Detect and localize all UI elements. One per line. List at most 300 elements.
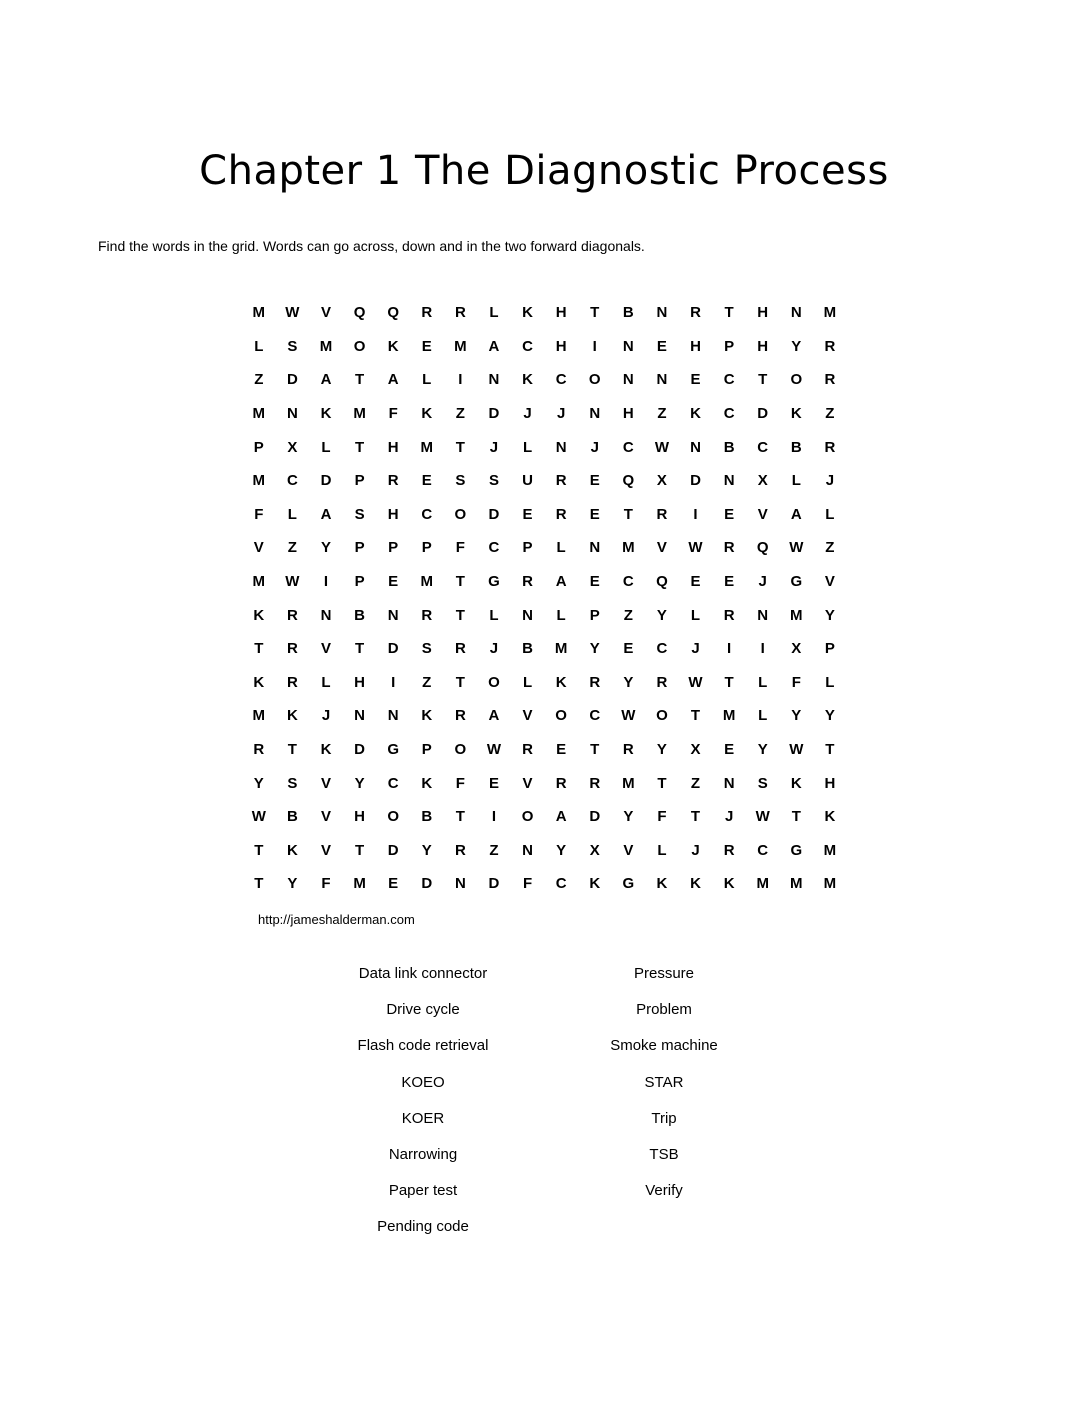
grid-cell: L	[321, 438, 331, 456]
grid-cell: H	[757, 304, 769, 322]
grid-cell: T	[455, 606, 465, 624]
grid-cell: Z	[455, 405, 465, 423]
grid-cell: M	[454, 337, 467, 355]
grid-cell: I	[592, 337, 597, 355]
grid-cell: C	[589, 707, 601, 725]
grid-cell: J	[724, 808, 734, 826]
grid-cell: T	[354, 438, 365, 456]
grid-cell: R	[522, 573, 533, 591]
grid-cell: R	[555, 774, 567, 792]
grid-cell: P	[354, 472, 365, 490]
grid-cell: L	[556, 606, 566, 624]
grid-cell: T	[724, 673, 734, 691]
grid-cell: R	[253, 741, 265, 759]
grid-cell: P	[388, 539, 399, 557]
grid-cell: D	[286, 371, 298, 389]
grid-cell: T	[724, 304, 734, 322]
grid-cell: R	[723, 606, 735, 624]
grid-cell: W	[251, 808, 266, 826]
grid-cell: T	[657, 774, 667, 792]
grid-cell: K	[522, 371, 533, 389]
grid-cell: N	[589, 405, 601, 423]
grid-cell: K	[656, 875, 668, 893]
grid-cell: E	[421, 337, 432, 355]
grid-cell: J	[691, 841, 700, 859]
grid-cell: D	[488, 875, 500, 893]
grid-cell: K	[320, 741, 332, 759]
grid-cell: K	[253, 673, 265, 691]
grid-cell: R	[690, 304, 701, 322]
grid-cell: E	[690, 371, 701, 389]
grid-cell: R	[589, 673, 601, 691]
grid-cell: T	[254, 875, 264, 893]
grid-cell: M	[252, 573, 266, 591]
grid-cell: B	[790, 438, 802, 456]
grid-cell: P	[354, 539, 365, 557]
grid-cell: P	[522, 539, 533, 557]
word-list-item: KOER	[401, 1109, 445, 1127]
grid-cell: Z	[287, 539, 297, 557]
grid-cell: M	[823, 875, 837, 893]
grid-cell: A	[555, 573, 567, 591]
grid-cell: B	[421, 808, 433, 826]
grid-cell: T	[791, 808, 801, 826]
word-list-item: Flash code retrieval	[357, 1037, 489, 1055]
grid-cell: L	[758, 673, 768, 691]
grid-cell: N	[723, 472, 735, 490]
grid-cell: M	[622, 539, 635, 557]
grid-cell: N	[387, 707, 399, 725]
grid-cell: Z	[825, 539, 835, 557]
grid-cell: Y	[320, 539, 331, 557]
grid-cell: Y	[421, 841, 432, 859]
grid-cell: Z	[657, 405, 667, 423]
grid-cell: T	[455, 808, 465, 826]
grid-cell: O	[555, 707, 567, 725]
grid-cell: C	[757, 841, 769, 859]
grid-cell: V	[320, 640, 331, 658]
grid-cell: K	[790, 774, 802, 792]
word-list-item: Data link connector	[358, 965, 488, 982]
grid-cell: H	[757, 337, 769, 355]
grid-cell: W	[789, 741, 804, 759]
grid-cell: R	[286, 673, 298, 691]
word-list-item: STAR	[644, 1073, 684, 1091]
grid-cell: K	[824, 808, 836, 826]
grid-cell: O	[387, 808, 399, 826]
grid-cell: E	[724, 741, 735, 759]
word-list-item: Narrowing	[388, 1145, 458, 1163]
grid-cell: S	[354, 505, 365, 523]
grid-cell: D	[387, 640, 399, 658]
grid-cell: N	[790, 304, 802, 322]
grid-cell: S	[488, 472, 499, 490]
website-url: http://jameshalderman.com	[258, 912, 415, 927]
grid-cell: J	[489, 438, 499, 456]
grid-cell: I	[458, 371, 463, 389]
grid-cell: M	[252, 472, 266, 490]
grid-cell: C	[757, 438, 769, 456]
grid-cell: H	[555, 304, 567, 322]
grid-cell: K	[555, 673, 567, 691]
grid-cell: K	[253, 606, 265, 624]
grid-cell: L	[422, 371, 432, 389]
grid-cell: R	[454, 707, 466, 725]
grid-cell: S	[287, 774, 298, 792]
grid-cell: S	[455, 472, 466, 490]
grid-cell: R	[286, 606, 298, 624]
word-list-item: Problem	[636, 1001, 692, 1019]
grid-cell: R	[622, 741, 634, 759]
grid-cell: A	[488, 707, 500, 725]
grid-cell: R	[454, 304, 466, 322]
grid-cell: W	[688, 673, 703, 691]
grid-cell: F	[254, 505, 264, 523]
grid-cell: E	[589, 573, 600, 591]
grid-cell: P	[824, 640, 835, 658]
grid-cell: N	[387, 606, 399, 624]
grid-cell: E	[556, 741, 567, 759]
grid-cell: W	[755, 808, 770, 826]
grid-cell: K	[589, 875, 601, 893]
grid-cell: F	[321, 875, 331, 893]
grid-cell: W	[789, 539, 804, 557]
grid-cell: N	[522, 606, 533, 624]
grid-cell: F	[455, 539, 465, 557]
grid-cell: G	[790, 841, 803, 859]
grid-cell: R	[824, 438, 836, 456]
word-search-grid	[242, 296, 847, 901]
grid-cell: N	[354, 707, 365, 725]
grid-cell: L	[825, 505, 835, 523]
grid-cell: P	[354, 573, 365, 591]
grid-cell: I	[760, 640, 765, 658]
grid-cell: M	[722, 707, 736, 725]
word-list-item: Paper test	[388, 1182, 458, 1200]
grid-cell: E	[522, 505, 533, 523]
grid-cell: O	[790, 371, 803, 389]
grid-cell: G	[622, 875, 635, 893]
grid-cell: V	[522, 707, 533, 725]
grid-cell: M	[353, 405, 366, 423]
grid-cell: H	[387, 505, 399, 523]
grid-cell: T	[254, 841, 264, 859]
grid-cell: N	[622, 337, 634, 355]
grid-cell: F	[657, 808, 667, 826]
grid-cell: J	[489, 640, 499, 658]
grid-cell: V	[320, 304, 331, 322]
grid-cell: O	[454, 741, 467, 759]
grid-cell: R	[824, 371, 836, 389]
word-list-item: Smoke machine	[610, 1037, 718, 1055]
grid-cell: L	[522, 673, 533, 691]
grid-cell: V	[656, 539, 667, 557]
grid-cell: A	[320, 505, 332, 523]
grid-cell: C	[555, 875, 567, 893]
grid-cell: T	[287, 741, 297, 759]
grid-cell: S	[421, 640, 432, 658]
grid-cell: H	[622, 405, 634, 423]
grid-cell: Y	[354, 774, 365, 792]
grid-cell: V	[253, 539, 264, 557]
grid-cell: R	[656, 505, 668, 523]
grid-cell: L	[791, 472, 801, 490]
grid-cell: E	[388, 875, 399, 893]
word-list-item: Pressure	[633, 965, 695, 982]
grid-cell: Y	[287, 875, 298, 893]
grid-cell: B	[286, 808, 298, 826]
grid-cell: T	[455, 438, 465, 456]
grid-cell: C	[555, 371, 567, 389]
grid-cell: O	[588, 371, 601, 389]
grid-cell: E	[421, 472, 432, 490]
grid-cell: C	[387, 774, 399, 792]
page-title: Chapter 1 The Diagnostic Process	[199, 148, 889, 194]
grid-cell: D	[589, 808, 601, 826]
grid-cell: I	[491, 808, 497, 826]
grid-cell: M	[252, 405, 266, 423]
grid-cell: N	[757, 606, 769, 624]
grid-cell: T	[623, 505, 633, 523]
instructions: Find the words in the grid. Words can go across, down and in the two forward diagonals.	[98, 238, 645, 254]
grid-cell: Q	[387, 304, 399, 322]
grid-cell: D	[757, 405, 769, 423]
grid-cell: J	[691, 640, 700, 658]
grid-cell: L	[758, 707, 768, 725]
grid-cell: E	[589, 472, 600, 490]
grid-cell: E	[388, 573, 399, 591]
grid-cell: L	[522, 438, 533, 456]
grid-cell: T	[590, 304, 600, 322]
grid-cell: T	[354, 841, 365, 859]
grid-cell: M	[319, 337, 333, 355]
grid-cell: E	[623, 640, 634, 658]
grid-cell: E	[690, 573, 701, 591]
grid-cell: F	[388, 405, 398, 423]
grid-cell: P	[421, 539, 432, 557]
grid-cell: Z	[422, 673, 432, 691]
grid-cell: V	[320, 774, 331, 792]
grid-cell: E	[488, 774, 499, 792]
grid-cell: A	[790, 505, 802, 523]
grid-cell: M	[790, 606, 803, 624]
grid-cell: D	[690, 472, 701, 490]
grid-cell: K	[286, 707, 298, 725]
grid-cell: A	[488, 337, 500, 355]
grid-cell: R	[824, 337, 836, 355]
grid-cell: M	[252, 707, 266, 725]
grid-cell: T	[590, 741, 600, 759]
grid-cell: Z	[254, 371, 264, 389]
grid-cell: L	[657, 841, 667, 859]
grid-cell: W	[654, 438, 669, 456]
grid-cell: Y	[589, 640, 600, 658]
grid-cell: Q	[656, 573, 668, 591]
grid-cell: K	[690, 405, 701, 423]
grid-cell: K	[421, 405, 433, 423]
grid-cell: X	[656, 472, 667, 490]
grid-cell: T	[690, 808, 701, 826]
grid-cell: R	[723, 841, 735, 859]
grid-cell: F	[522, 875, 533, 893]
grid-cell: J	[825, 472, 835, 490]
grid-cell: M	[823, 841, 837, 859]
grid-cell: N	[656, 371, 668, 389]
grid-cell: M	[353, 875, 366, 893]
grid-cell: Z	[690, 774, 701, 792]
grid-cell: S	[287, 337, 298, 355]
grid-cell: L	[254, 337, 264, 355]
grid-cell: Z	[825, 405, 835, 423]
grid-cell: V	[824, 573, 835, 591]
grid-cell: D	[488, 505, 500, 523]
grid-cell: C	[488, 539, 500, 557]
grid-cell: K	[790, 405, 802, 423]
grid-cell: Y	[656, 606, 667, 624]
grid-cell: D	[320, 472, 332, 490]
grid-cell: E	[724, 573, 735, 591]
grid-cell: E	[656, 337, 667, 355]
grid-cell: J	[523, 405, 532, 423]
grid-cell: X	[287, 438, 298, 456]
grid-cell: W	[285, 304, 300, 322]
grid-cell: Y	[253, 774, 264, 792]
grid-cell: N	[522, 841, 533, 859]
grid-cell: M	[420, 573, 434, 591]
grid-cell: C	[522, 337, 533, 355]
grid-cell: S	[757, 774, 768, 792]
grid-cell: D	[387, 841, 399, 859]
grid-cell: W	[486, 741, 502, 759]
grid-cell: R	[454, 841, 466, 859]
grid-cell: I	[693, 505, 698, 523]
grid-cell: I	[391, 673, 396, 691]
grid-cell: M	[420, 438, 434, 456]
grid-cell: Y	[656, 741, 667, 759]
grid-cell: T	[254, 640, 264, 658]
grid-cell: T	[690, 707, 701, 725]
grid-cell: C	[622, 438, 634, 456]
grid-cell: P	[421, 741, 432, 759]
grid-cell: Q	[756, 539, 769, 557]
grid-cell: K	[421, 774, 433, 792]
grid-cell: R	[421, 606, 433, 624]
grid-cell: M	[252, 304, 266, 322]
grid-cell: U	[522, 472, 533, 490]
grid-cell: D	[421, 875, 433, 893]
grid-cell: V	[320, 808, 331, 826]
grid-cell: Y	[623, 673, 634, 691]
grid-cell: F	[791, 673, 801, 691]
grid-cell: V	[623, 841, 634, 859]
grid-cell: H	[555, 337, 567, 355]
grid-cell: O	[521, 808, 534, 826]
grid-cell: R	[387, 472, 399, 490]
grid-cell: O	[656, 707, 668, 725]
grid-cell: R	[723, 539, 735, 557]
grid-cell: N	[488, 371, 500, 389]
grid-cell: O	[488, 673, 500, 691]
grid-cell: A	[320, 371, 332, 389]
grid-cell: K	[723, 875, 735, 893]
word-list-item: Drive cycle	[386, 1001, 460, 1019]
grid-cell: X	[757, 472, 768, 490]
grid-cell: L	[556, 539, 566, 557]
grid-cell: M	[790, 875, 803, 893]
grid-cell: N	[555, 438, 567, 456]
grid-cell: E	[724, 505, 735, 523]
grid-cell: J	[590, 438, 599, 456]
grid-cell: N	[320, 606, 332, 624]
grid-cell: L	[321, 673, 331, 691]
grid-cell: L	[489, 606, 499, 624]
grid-cell: N	[286, 405, 298, 423]
grid-cell: P	[253, 438, 264, 456]
grid-cell: V	[757, 505, 768, 523]
word-list-item: TSB	[649, 1145, 679, 1163]
grid-cell: M	[622, 774, 635, 792]
grid-cell: N	[690, 438, 701, 456]
grid-cell: P	[724, 337, 735, 355]
grid-cell: Y	[757, 741, 768, 759]
grid-cell: I	[727, 640, 732, 658]
grid-cell: H	[354, 673, 365, 691]
grid-cell: C	[656, 640, 668, 658]
word-list-column-2	[554, 962, 774, 1215]
grid-cell: T	[354, 371, 365, 389]
grid-cell: K	[286, 841, 298, 859]
grid-cell: W	[285, 573, 300, 591]
grid-cell: R	[421, 304, 433, 322]
grid-cell: R	[522, 741, 533, 759]
grid-cell: K	[387, 337, 399, 355]
grid-cell: N	[656, 304, 668, 322]
grid-cell: O	[353, 337, 366, 355]
grid-cell: K	[690, 875, 701, 893]
grid-cell: R	[656, 673, 668, 691]
grid-cell: H	[824, 774, 836, 792]
grid-cell: C	[723, 405, 735, 423]
grid-cell: B	[522, 640, 533, 658]
grid-cell: X	[791, 640, 802, 658]
grid-cell: N	[723, 774, 735, 792]
word-list-item: Pending code	[377, 1218, 469, 1236]
grid-cell: P	[589, 606, 600, 624]
grid-cell: M	[554, 640, 568, 658]
grid-cell: Y	[824, 606, 835, 624]
grid-cell: F	[455, 774, 465, 792]
grid-cell: J	[321, 707, 331, 725]
grid-cell: N	[589, 539, 601, 557]
grid-cell: G	[790, 573, 803, 591]
grid-cell: N	[454, 875, 466, 893]
grid-cell: W	[688, 539, 703, 557]
grid-cell: C	[723, 371, 735, 389]
grid-cell: V	[320, 841, 331, 859]
grid-cell: K	[421, 707, 433, 725]
grid-cell: Q	[353, 304, 366, 322]
grid-cell: J	[556, 405, 566, 423]
grid-cell: Y	[623, 808, 634, 826]
grid-cell: D	[354, 741, 365, 759]
grid-cell: B	[723, 438, 735, 456]
grid-cell: V	[522, 774, 533, 792]
grid-cell: W	[621, 707, 636, 725]
grid-cell: I	[323, 573, 329, 591]
grid-cell: Y	[791, 337, 802, 355]
grid-cell: R	[286, 640, 298, 658]
grid-cell: C	[286, 472, 298, 490]
